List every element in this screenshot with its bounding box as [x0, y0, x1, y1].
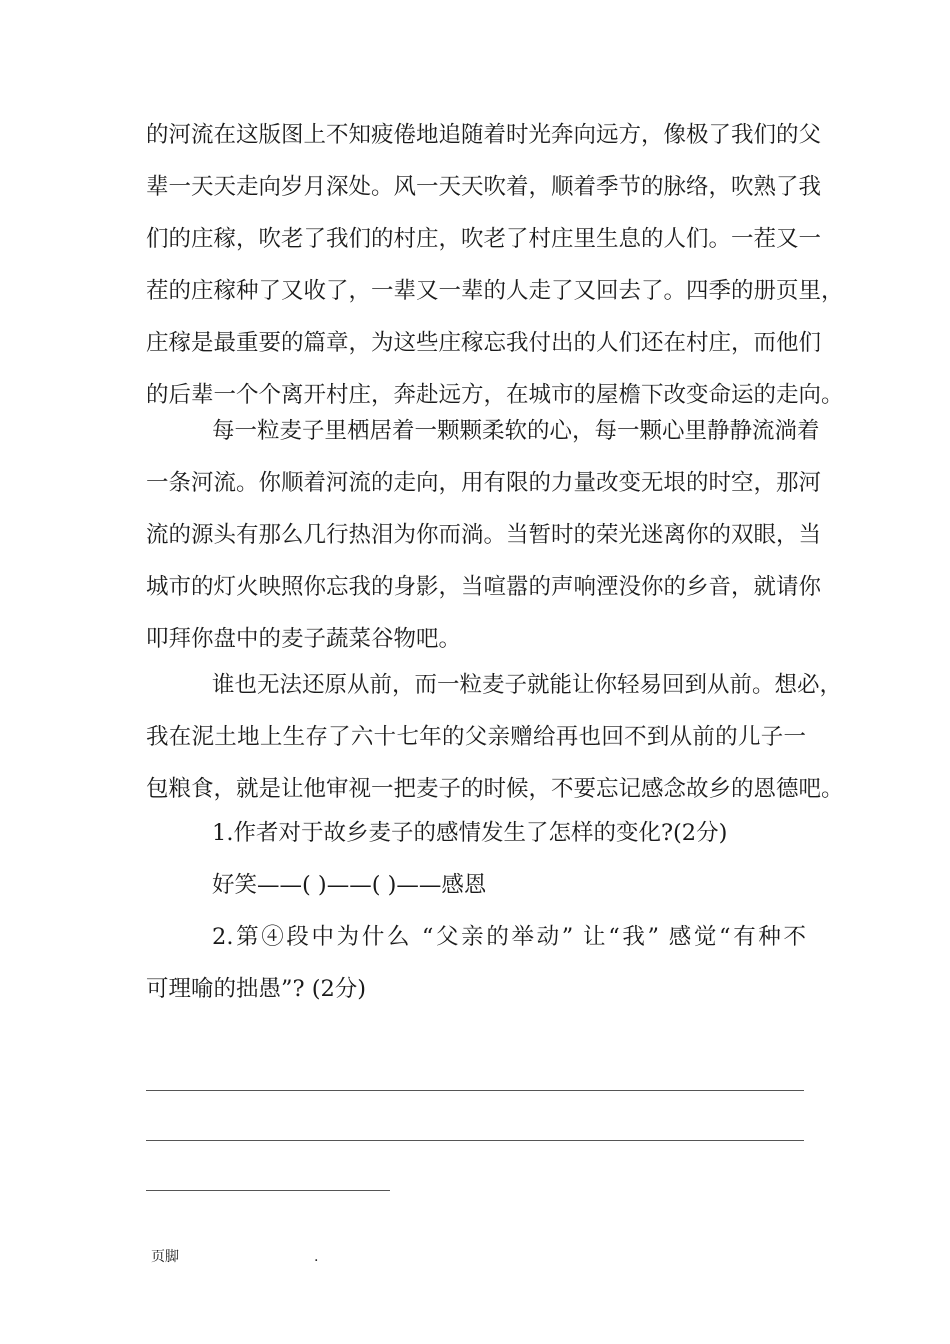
page-footer-label: 页脚 [151, 1249, 179, 1265]
answer-line[interactable] [146, 1190, 390, 1191]
paragraph-line: 叩拜你盘中的麦子蔬菜谷物吧。 [146, 626, 462, 652]
paragraph-line: 一条河流。你顺着河流的走向，用有限的力量改变无垠的时空，那河 [146, 470, 822, 496]
paragraph-line: 们的庄稼，吹老了我们的村庄，吹老了村庄里生息的人们。一茬又一 [146, 226, 822, 252]
paragraph-line: 辈一天天走向岁月深处。风一天天吹着，顺着季节的脉络，吹熟了我 [146, 174, 822, 200]
question-1: 1.作者对于故乡麦子的感情发生了怎样的变化?(2分) [212, 820, 728, 846]
question-2-continued: 可理喻的拙愚”? (2分) [146, 976, 367, 1002]
paragraph-line: 包粮食，就是让他审视一把麦子的时候，不要忘记感念故乡的恩德吧。 [146, 776, 844, 802]
paragraph-line: 茬的庄稼种了又收了，一辈又一辈的人走了又回去了。四季的册页里， [146, 278, 844, 304]
paragraph-line: 的河流在这版图上不知疲倦地追随着时光奔向远方，像极了我们的父 [146, 122, 822, 148]
paragraph-line: 每一粒麦子里栖居着一颗颗柔软的心，每一颗心里静静流淌着 [212, 418, 820, 444]
question-2: 2.第④段中为什么 “父亲的举动” 让“我” 感觉“有种不 [212, 924, 806, 950]
answer-line[interactable] [146, 1090, 804, 1091]
paragraph-line: 城市的灯火映照你忘我的身影，当喧嚣的声响湮没你的乡音，就请你 [146, 574, 822, 600]
question-1-answer-template: 好笑——( )——( )——感恩 [212, 872, 487, 898]
answer-line[interactable] [146, 1140, 804, 1141]
paragraph-line: 庄稼是最重要的篇章，为这些庄稼忘我付出的人们还在村庄，而他们 [146, 330, 822, 356]
page-footer-dot: . [314, 1249, 319, 1265]
paragraph-line: 谁也无法还原从前，而一粒麦子就能让你轻易回到从前。想必， [212, 672, 843, 698]
paragraph-line: 我在泥土地上生存了六十七年的父亲赠给再也回不到从前的儿子一 [146, 724, 806, 750]
paragraph-line: 流的源头有那么几行热泪为你而淌。当暂时的荣光迷离你的双眼，当 [146, 522, 822, 548]
paragraph-line: 的后辈一个个离开村庄，奔赴远方，在城市的屋檐下改变命运的走向。 [146, 382, 844, 408]
